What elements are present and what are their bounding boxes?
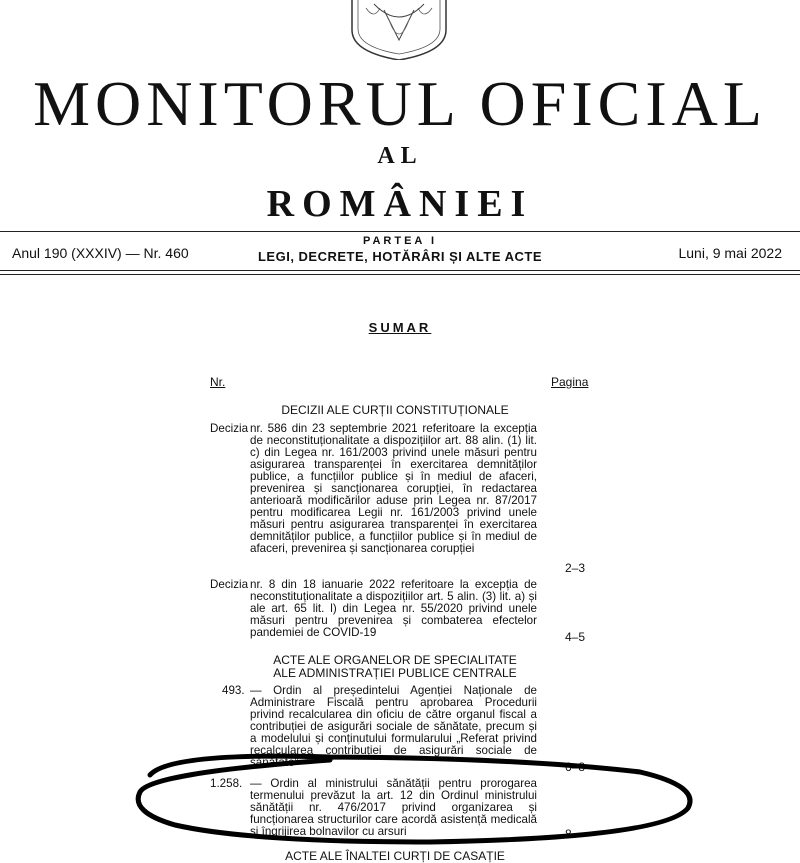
masthead-title: MONITORUL OFICIAL	[33, 68, 767, 139]
column-nr: Nr.	[210, 375, 226, 389]
issue-date: Luni, 9 mai 2022	[678, 245, 782, 261]
entry-text: nr. 8 din 18 ianuarie 2022 referitoare la excepția de neconstituționalitate a dispozițiilor art. 5 alin. (3) lit. a) și ale art. 65 lit. l) din Legea nr. 55/2020 privind unele măsuri pentru prevenirea și combaterea efectelor pandemiei de COVID-19	[250, 578, 537, 639]
masthead-country: ROMÂNIEI	[266, 183, 534, 225]
section-title-central-administration	[250, 654, 540, 680]
toc-entry[interactable]	[210, 579, 537, 639]
entry-label: Decizia	[210, 422, 249, 435]
toc-entry[interactable]	[210, 778, 537, 838]
section-title-constitutional-court: DECIZII ALE CURȚII CONSTITUȚIONALE	[281, 403, 509, 417]
toc-entry[interactable]	[210, 685, 537, 769]
section-title-high-court: ACTE ALE ÎNALTEI CURȚI DE CASAȚIE	[285, 849, 505, 863]
entry-page: 6–8	[565, 760, 586, 774]
bottom-rule	[0, 270, 800, 271]
column-pagina: Pagina	[551, 375, 589, 389]
entry-text: — Ordin al președintelui Agenției Naționale de Administrare Fiscală pentru aprobarea Procedurii privind recalcularea din oficiu de către organul fiscal a contribuției de asigurări sociale de sănătate, precum și a modelului și conținutului formularului „Referat privind recalcularea contribuției de asigurări sociale de sănătate”	[250, 684, 537, 769]
issue-number: Anul 190 (XXXIV) — Nr. 460	[12, 245, 189, 261]
summary-title: SUMAR	[368, 320, 432, 335]
section-title-line: ACTE ALE ORGANELOR DE SPECIALITATE	[273, 653, 517, 667]
entry-text: — Ordin al ministrului sănătății pentru prorogarea termenului prevăzut la art. 12 din Ordinul ministrului sănătății nr. 476/2017 privind organizarea și funcționarea structurilor care acordă asistență medicală și îngrijirea bolnavilor cu arsuri	[250, 777, 537, 838]
toc-entry[interactable]	[210, 423, 537, 555]
masthead-al: AL	[377, 143, 423, 169]
entry-label: 493.	[222, 684, 245, 697]
section-title-line: ALE ADMINISTRAȚIEI PUBLICE CENTRALE	[273, 666, 517, 680]
entry-text: nr. 586 din 23 septembrie 2021 referitoare la excepția de neconstituționalitate a dispozițiilor art. 88 alin. (1) lit. c) din Legea nr. 161/2003 privind unele măsuri pentru asigurarea transparenței în exercitarea demnităților publice, a funcțiilor publice și în mediul de afaceri, prevenirea și sancționarea corupției, în redactarea anterioară modificărilor aduse prin Legea nr. 87/2017 pentru modificarea Legii nr. 161/2003 privind unele măsuri pentru asigurarea transparenței în exercitarea demnităților publice, a funcțiilor publice și în mediul de afaceri, prevenirea și sancționarea corupției	[250, 422, 537, 555]
entry-page: 2–3	[565, 561, 586, 575]
entry-page: 8	[565, 827, 572, 841]
bottom-rule-thin	[0, 274, 800, 275]
part-label: PARTEA I	[362, 235, 438, 247]
coat-of-arms-emblem	[344, 0, 454, 60]
entry-label: Decizia	[210, 578, 249, 591]
part-title: LEGI, DECRETE, HOTĂRÂRI ȘI ALTE ACTE	[257, 249, 543, 264]
top-rule	[0, 231, 800, 232]
entry-page: 4–5	[565, 630, 586, 644]
entry-label: 1.258.	[210, 777, 243, 790]
